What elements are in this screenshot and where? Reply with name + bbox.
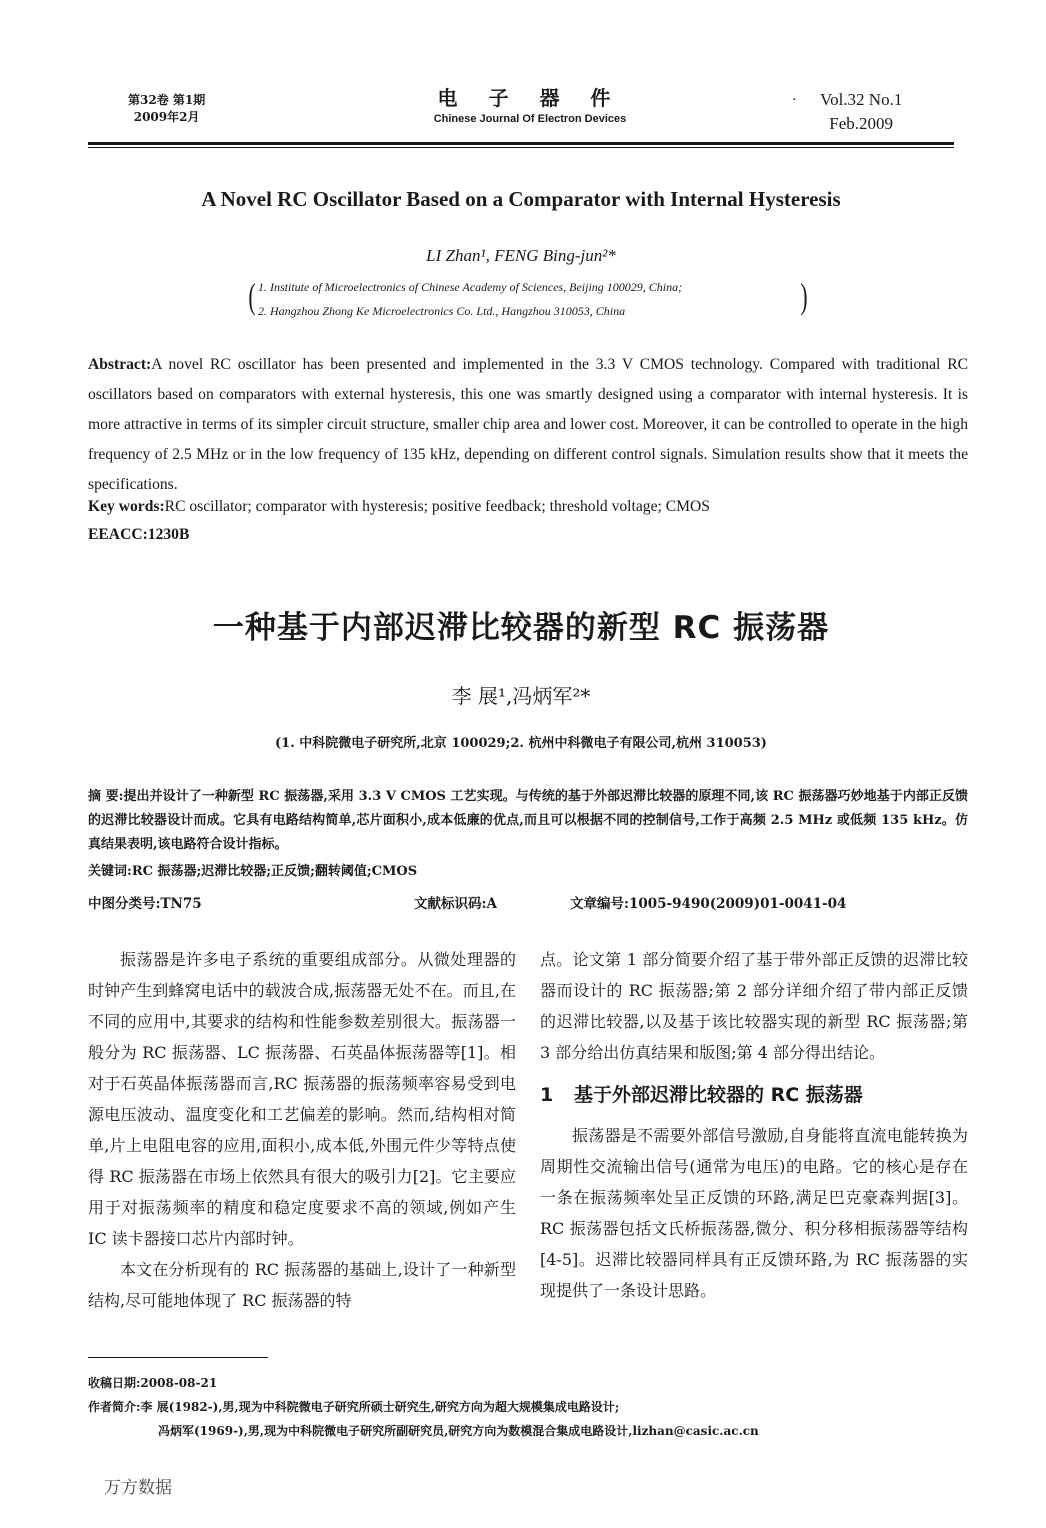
body-paragraph: 点。论文第 1 部分简要介绍了基于带外部正反馈的迟滞比较器而设计的 RC 振荡器;第 2 部分详细介绍了带内部正反馈的迟滞比较器,以及基于该比较器实现的新型 RC 振荡器;第 3 部分给出仿真结果和版图;第 4 部分得出结论。	[540, 950, 968, 1062]
journal-title-en: Chinese Journal Of Electron Devices	[433, 113, 627, 125]
english-keywords	[88, 494, 968, 520]
volume-issue-cn: 第32卷 第1期	[128, 93, 206, 107]
eeacc-code: EEACC:1230B	[88, 526, 190, 543]
header-volume-en	[820, 88, 902, 136]
classification-number: 中图分类号:TN75	[88, 896, 202, 912]
header-volume-cn	[128, 92, 205, 126]
document-code: 文献标识码:A	[414, 896, 497, 912]
keywords-label: Key words:	[88, 498, 165, 515]
header-dot: ·	[792, 92, 797, 108]
journal-name	[380, 86, 680, 128]
affiliation-bracket-left: (	[248, 276, 256, 316]
date-cn: 2009年2月	[133, 110, 200, 124]
cn-abstract-label: 摘 要:	[88, 789, 124, 804]
section-title: 基于外部迟滞比较器的 RC 振荡器	[574, 1084, 863, 1106]
body-paragraph: 振荡器是不需要外部信号激励,自身能将直流电能转换为周期性交流输出信号(通常为电压)的电路。它的核心是存在一条在振荡频率处呈正反馈的环路,满足巴克豪森判据[3]。RC 振荡器包括文氏桥振荡器,微分、积分移相振荡器等结构[4-5]。迟滞比较器同样具有正反馈环路,为 RC 振荡器的实现提供了一条设计思路。	[540, 1126, 968, 1300]
affiliation-bracket-right: )	[800, 276, 808, 316]
author-info-1: 作者简介:李 展(1982-),男,现为中科院微电子研究所硕士研究生,研究方向为超大规模集成电路设计;	[88, 1400, 620, 1414]
volume-issue-en: Vol.32 No.1	[820, 90, 903, 109]
cn-abstract-text: 提出并设计了一种新型 RC 振荡器,采用 3.3 V CMOS 工艺实现。与传统的基于外部迟滞比较器的原理不同,该 RC 振荡器巧妙地基于内部正反馈的迟滞比较器设计而成。它具有电路结构简单,芯片面积小,成本低廉的优点,而且可以根据不同的控制信号,工作于高频 2.5 MHz 或低频 135 kHz。仿真结果表明,该电路符合设计指标。	[88, 789, 968, 852]
chinese-abstract	[88, 785, 968, 857]
chinese-affiliations: (1. 中科院微电子研究所,北京 100029;2. 杭州中科微电子有限公司,杭州 310053)	[275, 736, 767, 751]
cn-keywords-text: RC 振荡器;迟滞比较器;正反馈;翻转阈值;CMOS	[131, 864, 418, 879]
body-column-left	[88, 944, 516, 1316]
header-rule-thin	[88, 147, 954, 148]
body-column-right	[540, 944, 968, 1306]
date-en: Feb.2009	[829, 114, 894, 133]
keywords-text: RC oscillator; comparator with hysteresis; positive feedback; threshold voltage; CMOS	[164, 498, 710, 515]
cn-keywords-label: 关键词:	[88, 864, 132, 879]
english-title: A Novel RC Oscillator Based on a Comparator with Internal Hysteresis	[201, 187, 841, 211]
abstract-label: Abstract:	[88, 356, 152, 373]
affiliation-1: 1. Institute of Microelectronics of Chinese Academy of Sciences, Beijing 100029, China;	[258, 280, 683, 294]
article-number: 文章编号:1005-9490(2009)01-0041-04	[570, 896, 847, 912]
abstract-text: A novel RC oscillator has been presented and implemented in the 3.3 V CMOS technology. Compared with traditional RC oscillators based on comparators with external hysteresis, this one was smartly designed using a comparator with internal hysteresis. It is more attractive in terms of its simpler circuit structure, smaller chip area and lower cost. Moreover, it can be controlled to operate in the high frequency of 2.5 MHz or in the low frequency of 135 kHz, depending on different control signals. Simulation results show that it meets the specifications.	[88, 356, 968, 493]
journal-title-cn: 电 子 器 件	[437, 86, 623, 110]
watermark: 万方数据	[104, 1478, 172, 1498]
received-date: 收稿日期:2008-08-21	[88, 1376, 218, 1390]
english-authors: LI Zhan¹, FENG Bing-jun²*	[426, 246, 616, 265]
body-paragraph: 本文在分析现有的 RC 振荡器的基础上,设计了一种新型结构,尽可能地体现了 RC 振荡器的特	[88, 1260, 516, 1310]
english-abstract	[88, 350, 968, 500]
affiliation-2: 2. Hangzhou Zhong Ke Microelectronics Co. Ltd., Hangzhou 310053, China	[258, 304, 626, 318]
body-paragraph: 振荡器是许多电子系统的重要组成部分。从微处理器的时钟产生到蜂窝电话中的载波合成,振荡器无处不在。而且,在不同的应用中,其要求的结构和性能参数差别很大。振荡器一般分为 RC 振荡器、LC 振荡器、石英晶体振荡器等[1]。相对于石英晶体振荡器而言,RC 振荡器的振荡频率容易受到电源电压波动、温度变化和工艺偏差的影响。然而,结构相对简单,片上电阻电容的应用,面积小,成本低,外围元件少等特点使得 RC 振荡器在市场上依然具有很大的吸引力[2]。它主要应用于对振荡频率的精度和稳定度要求不高的领域,例如产生 IC 读卡器接口芯片内部时钟。	[88, 950, 516, 1248]
footnote-rule	[88, 1357, 268, 1358]
english-affiliations	[258, 275, 682, 323]
section-number: 1	[540, 1084, 554, 1106]
chinese-authors: 李 展¹,冯炳军²*	[451, 684, 591, 708]
chinese-title: 一种基于内部迟滞比较器的新型 RC 振荡器	[212, 610, 830, 646]
header-rule-thick	[88, 142, 954, 145]
section-heading	[540, 1080, 968, 1110]
author-info-2: 冯炳军(1969-),男,现为中科院微电子研究所副研究员,研究方向为数模混合集成电路设计,lizhan@casic.ac.cn	[158, 1424, 759, 1438]
chinese-keywords	[88, 860, 417, 879]
